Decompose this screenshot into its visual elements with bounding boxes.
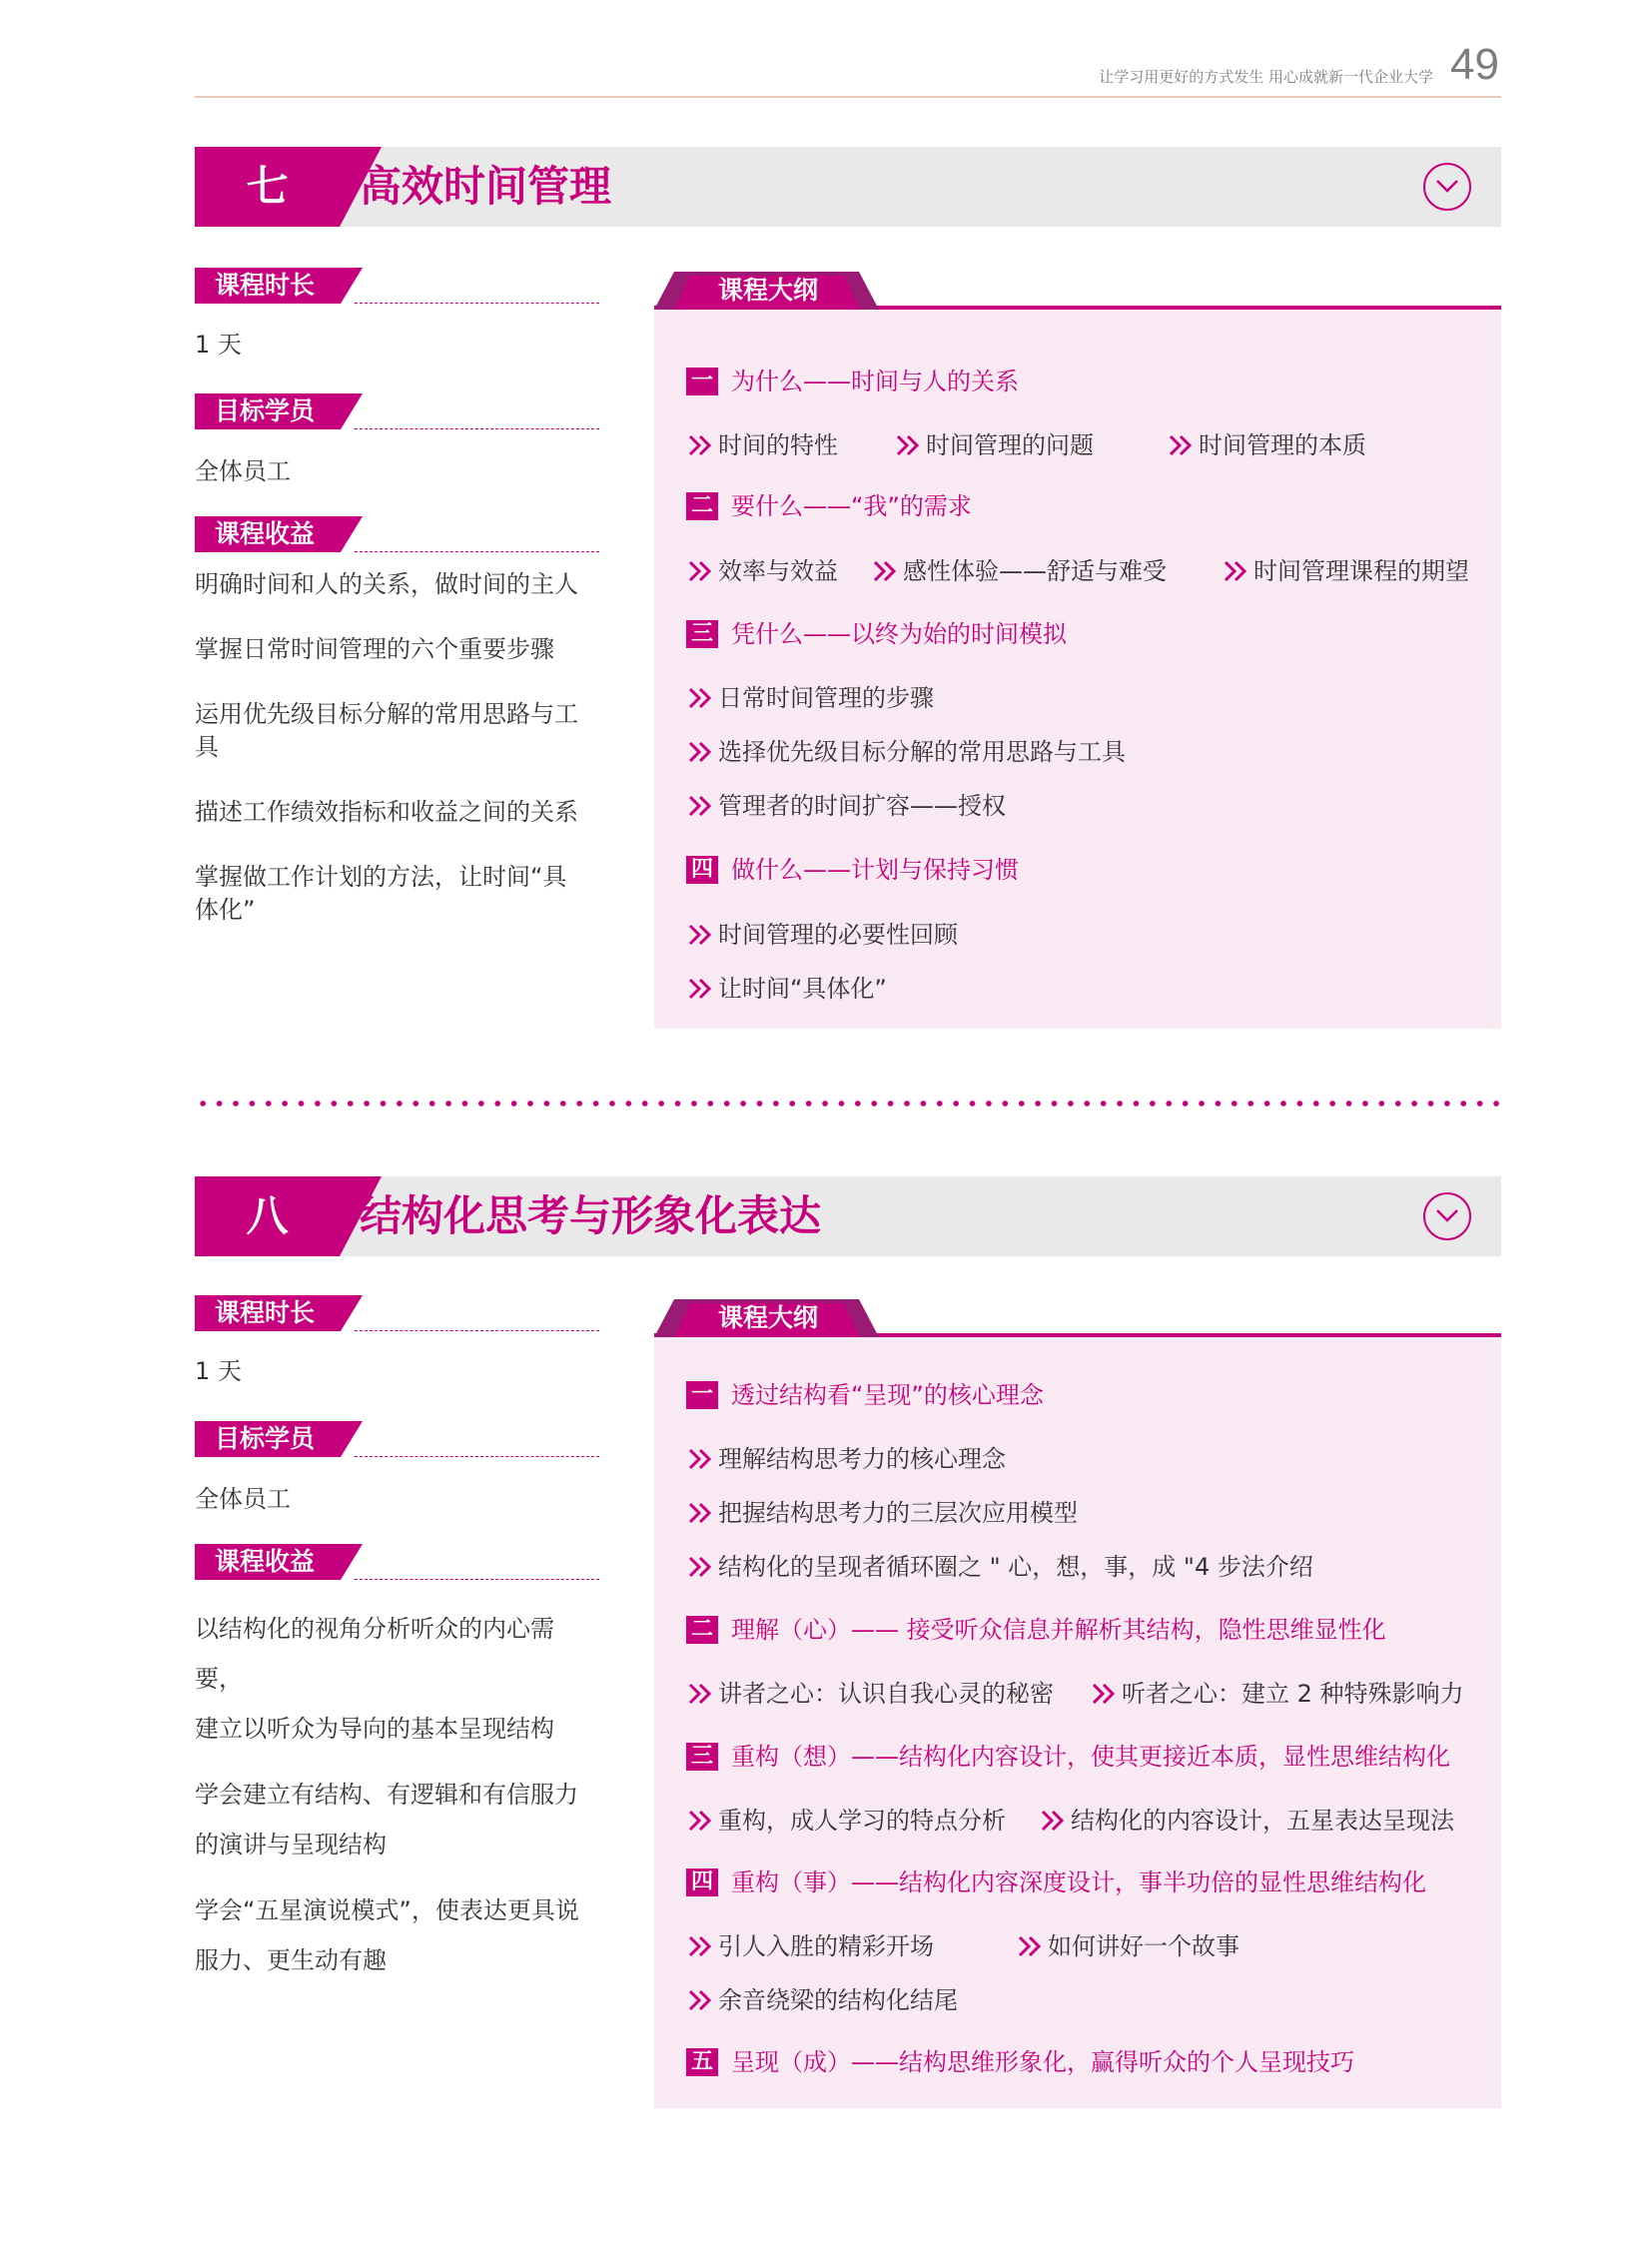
benefit-item: 学会建立有结构、有逻辑和有信服力 [195,1781,578,1809]
double-chevron-icon [688,1810,714,1832]
double-chevron-icon [1169,434,1195,456]
duration-value: 1 天 [195,1357,242,1385]
double-chevron-icon [688,924,714,946]
double-chevron-icon [688,1556,714,1578]
double-chevron-icon [688,1502,714,1524]
section-title-bar [195,1176,1501,1256]
double-chevron-icon [873,560,899,582]
section-divider [195,1101,1501,1107]
duration-label: 课程时长 [195,1295,599,1331]
double-chevron-icon [688,1989,714,2011]
course-info [195,1295,599,1985]
outline-panel: 课程大纲 一 透过结构看“呈现”的核心理念 理解结构思考力的核心理念 把握结构思考力的三层次应用模型 结构化的呈现者循环圈之 " 心，想，事，成 "4 步法介绍 二 理解（心）—— 接受听众信息并解析其结构，隐性思维显性化 讲者之心：认识自我心灵的秘密 听者之心：建立 2 种特殊影响力 三 重构（想）——结构化内容设计，使其更接近本质，显性思维结构化 重构，成人学习的特点分析 结构化的内容设计，五星表达呈现法 四 重构（事）——结构化内容深度设计，事半功倍的显性思维结构化 引人入胜的精彩开场 如何讲好一个故事 余音绕梁的结构化结尾 五 呈现（成）——结构思维形象化，赢得听众的个人呈现技巧 [654,1299,1501,2108]
benefit-item: 服力、更生动有趣 [195,1946,387,1974]
double-chevron-icon [688,795,714,817]
benefit-item: 掌握日常时间管理的六个重要步骤 [195,635,554,663]
audience-value: 全体员工 [195,457,291,485]
course-info [195,268,599,927]
section-title-bar [195,147,1501,227]
double-chevron-icon [688,687,714,709]
audience-label: 目标学员 [195,393,599,429]
section-number: 七 [246,162,289,211]
benefit-item: 体化” [195,896,256,924]
double-chevron-icon [1092,1683,1118,1705]
double-chevron-icon [688,741,714,763]
outline-panel: 课程大纲 一 为什么——时间与人的关系 时间的特性 时间管理的问题 时间管理的本质 二 要什么——“我”的需求 效率与效益 感性体验——舒适与难受 时间管理课程的期望 三 凭什么——以终为始的时间模拟 日常时间管理的步骤 选择优先级目标分解的常用思路与工具 管理者的时间扩容——授权 四 做什么——计划与保持习惯 时间管理的必要性回顾 让时间“具体化” [654,272,1501,1029]
page-header [195,40,1501,98]
section-title: 高效时间管理 [360,162,612,211]
benefit-item: 以结构化的视角分析听众的内心需要， [195,1615,554,1693]
benefit-item: 描述工作绩效指标和收益之间的关系 [195,798,578,826]
double-chevron-icon [688,1935,714,1957]
section-number: 八 [246,1191,289,1240]
outline-label: 课程大纲 [718,1303,819,1332]
audience-label: 目标学员 [195,1421,599,1457]
section-title: 结构化思考与形象化表达 [360,1191,822,1240]
outline-label: 课程大纲 [718,276,819,305]
audience-value: 全体员工 [195,1485,291,1513]
double-chevron-icon [1224,560,1249,582]
double-chevron-icon [688,978,714,1000]
page-number: 49 [1450,40,1499,89]
benefits-label: 课程收益 [195,516,599,552]
double-chevron-icon [688,1683,714,1705]
benefit-item: 建立以听众为导向的基本呈现结构 [195,1715,554,1743]
double-chevron-icon [896,434,922,456]
benefit-item: 运用优先级目标分解的常用思路与工具 [195,700,578,761]
double-chevron-icon [1041,1810,1067,1832]
chevron-down-icon[interactable] [1423,1192,1471,1240]
benefit-item: 学会“五星演说模式”，使表达更具说 [195,1896,579,1924]
header-tagline: 让学习用更好的方式发生 用心成就新一代企业大学 [1099,68,1433,86]
benefit-item: 的演讲与呈现结构 [195,1831,387,1859]
double-chevron-icon [688,560,714,582]
double-chevron-icon [1018,1935,1044,1957]
duration-value: 1 天 [195,331,242,359]
chevron-down-icon[interactable] [1423,163,1471,211]
double-chevron-icon [688,1448,714,1470]
double-chevron-icon [688,434,714,456]
benefit-item: 掌握做工作计划的方法，让时间“具 [195,863,567,891]
benefit-item: 明确时间和人的关系，做时间的主人 [195,570,578,598]
duration-label: 课程时长 [195,268,599,304]
benefits-label: 课程收益 [195,1544,599,1580]
